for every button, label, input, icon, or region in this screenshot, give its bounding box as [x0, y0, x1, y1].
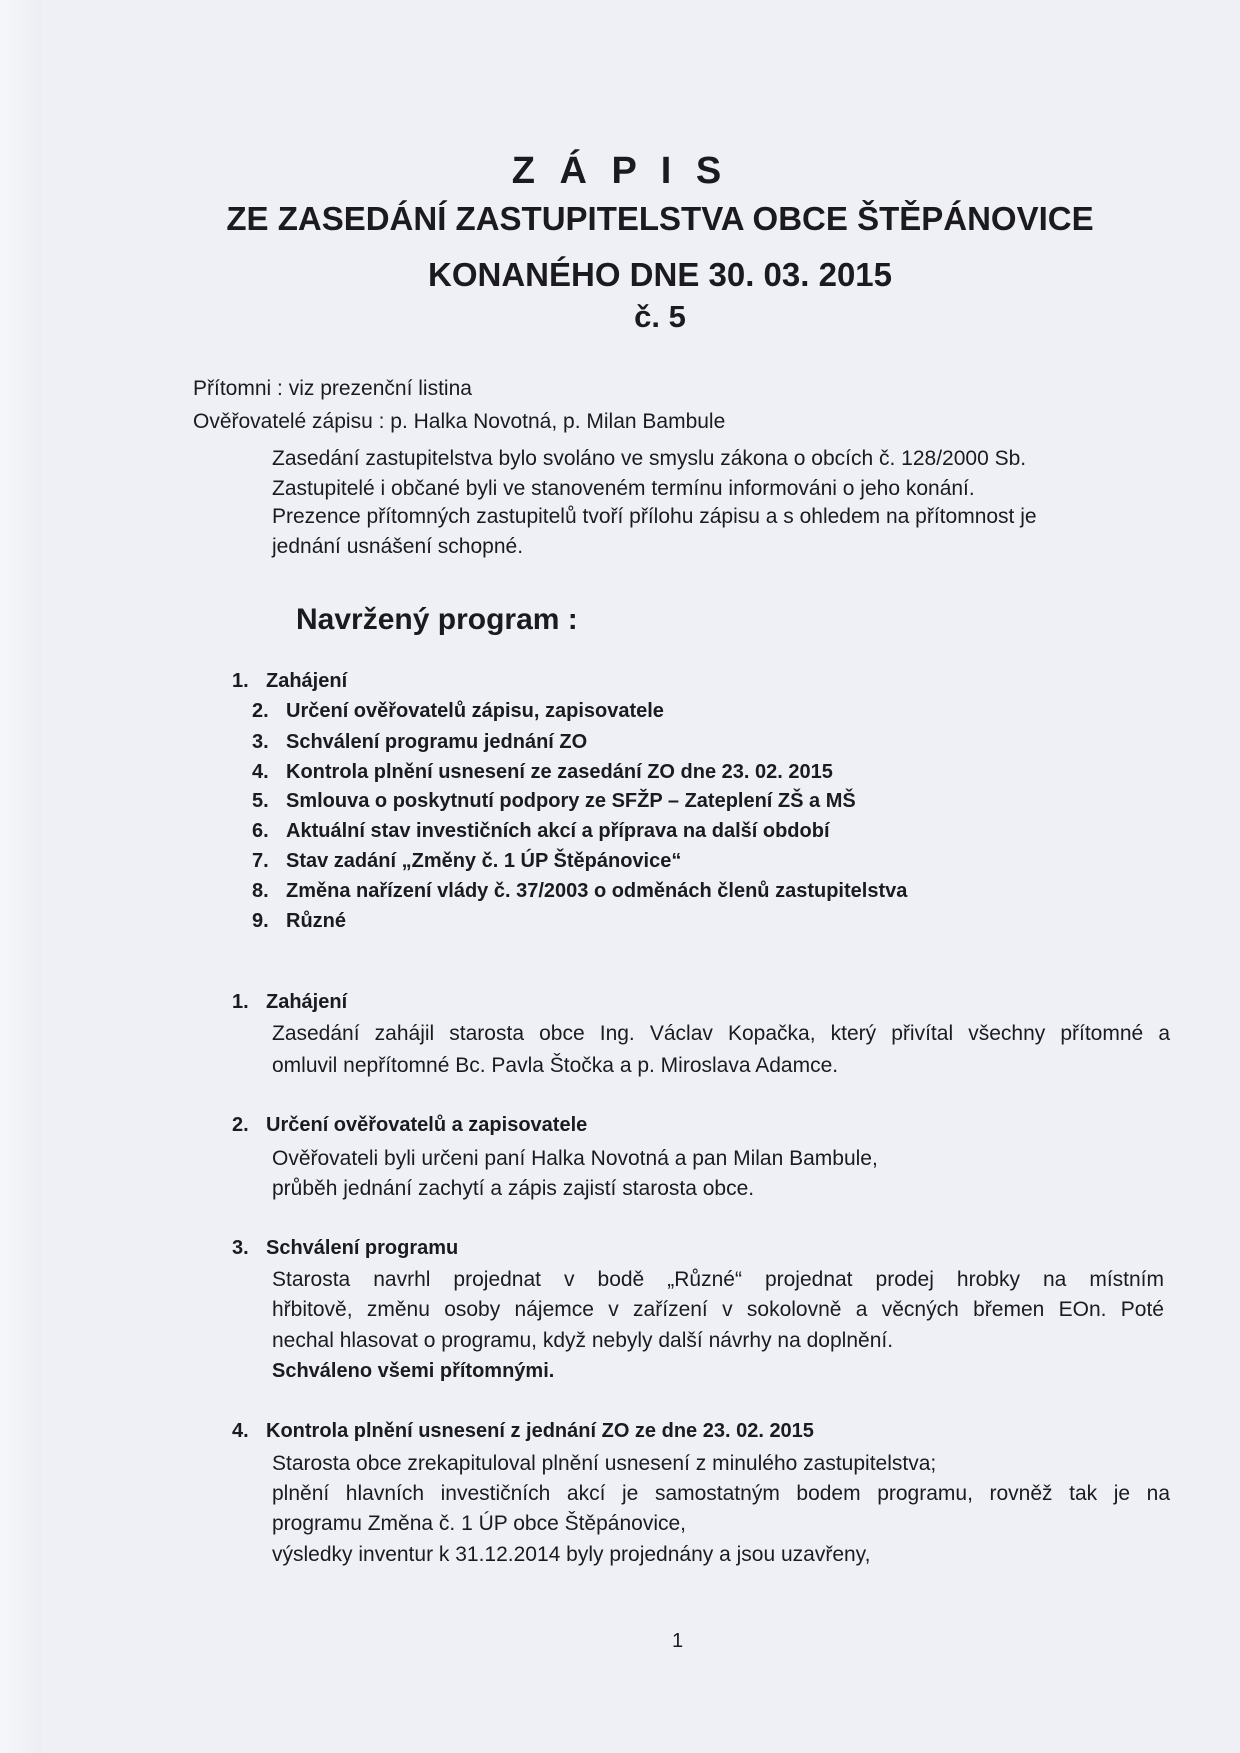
- program-item-text: Různé: [286, 910, 346, 932]
- section-title: Kontrola plnění usnesení z jednání ZO ze dne 23. 02. 2015: [266, 1420, 814, 1442]
- intro-paragraph-1: Zasedání zastupitelstva bylo svoláno ve smyslu zákona o obcích č. 128/2000 Sb.: [272, 447, 1027, 470]
- program-item: [252, 910, 346, 933]
- program-item-text: Aktuální stav investičních akcí a příprava na další období: [286, 820, 830, 842]
- section-text: průběh jednání zachytí a zápis zajistí starosta obce.: [272, 1177, 755, 1200]
- intro-paragraph-2: Zastupitelé i občané byli ve stanoveném termínu informováni o jeho konání.: [272, 477, 975, 500]
- program-item-text: Kontrola plnění usnesení ze zasedání ZO dne 23. 02. 2015: [286, 761, 833, 783]
- program-item: [232, 670, 347, 693]
- program-item-text: Stav zadání „Změny č. 1 ÚP Štěpánovice“: [286, 850, 682, 872]
- program-item-number: 6.: [252, 820, 269, 842]
- section-text: plnění hlavních investičních akcí je samostatným bodem programu, rovněž tak je na: [272, 1482, 1170, 1505]
- section-text: nechal hlasovat o programu, když nebyly další návrhy na doplnění.: [272, 1329, 894, 1352]
- scan-edge: [0, 0, 42, 1753]
- section-number: 1.: [232, 991, 249, 1013]
- section-text: Starosta obce zrekapituloval plnění usnesení z minulého zastupitelstva;: [272, 1452, 937, 1475]
- program-item: [252, 761, 833, 784]
- intro-paragraph-3b: jednání usnášení schopné.: [272, 535, 524, 558]
- page-number: 1: [672, 1630, 684, 1652]
- meeting-date: KONANÉHO DNE 30. 03. 2015: [427, 256, 892, 293]
- section-text: Starosta navrhl projednat v bodě „Různé“ projednat prodej hrobky na místním: [272, 1268, 1164, 1291]
- section-title: Zahájení: [266, 991, 348, 1013]
- program-item-text: Schválení programu jednání ZO: [286, 731, 588, 753]
- document-title: Z Á P I S: [511, 150, 729, 192]
- section-text: výsledky inventur k 31.12.2014 byly projednány a jsou uzavřeny,: [272, 1543, 871, 1566]
- attendees-line: Přítomni : viz prezenční listina: [193, 377, 472, 400]
- program-item: [252, 731, 587, 754]
- program-item-number: 3.: [252, 731, 269, 753]
- program-item-number: 9.: [252, 910, 269, 932]
- section-text: hřbitově, změnu osoby nájemce v zařízení v sokolovně a věcných břemen EOn. Poté: [272, 1298, 1164, 1321]
- section-number: 3.: [232, 1237, 249, 1259]
- minutes-number: č. 5: [634, 299, 686, 334]
- section-text: Zasedání zahájil starosta obce Ing. Václav Kopačka, který přivítal všechny přítomné a: [272, 1022, 1170, 1045]
- program-item: [252, 880, 907, 903]
- program-item: [252, 700, 664, 723]
- section-heading: [232, 991, 347, 1014]
- section-text: omluvil nepřítomné Bc. Pavla Štočka a p. Miroslava Adamce.: [272, 1054, 839, 1077]
- section-heading: [232, 1420, 814, 1443]
- program-item: [252, 850, 681, 873]
- section-heading: [232, 1237, 458, 1260]
- section-heading: [232, 1114, 587, 1137]
- program-item-number: 8.: [252, 880, 269, 902]
- program-item-number: 1.: [232, 670, 249, 692]
- program-item-number: 2.: [252, 700, 269, 722]
- program-item: [252, 820, 830, 843]
- section-number: 2.: [232, 1114, 249, 1136]
- verifiers-line: Ověřovatelé zápisu : p. Halka Novotná, p. Milan Bambule: [193, 410, 726, 433]
- program-item-text: Změna nařízení vlády č. 37/2003 o odměnách členů zastupitelstva: [286, 880, 908, 902]
- approval-result: Schváleno všemi přítomnými.: [272, 1360, 555, 1382]
- section-title: Určení ověřovatelů a zapisovatele: [266, 1114, 588, 1136]
- program-item-text: Zahájení: [266, 670, 348, 692]
- program-item-number: 4.: [252, 761, 269, 783]
- program-item-number: 5.: [252, 790, 269, 812]
- intro-paragraph-3a: Prezence přítomných zastupitelů tvoří přílohu zápisu a s ohledem na přítomnost je: [272, 505, 1037, 528]
- section-title: Schválení programu: [266, 1237, 459, 1259]
- section-text: Ověřovateli byli určeni paní Halka Novotná a pan Milan Bambule,: [272, 1147, 878, 1170]
- program-item: [252, 790, 856, 813]
- section-number: 4.: [232, 1420, 249, 1442]
- program-item-text: Smlouva o poskytnutí podpory ze SFŽP – Zateplení ZŠ a MŠ: [286, 790, 856, 812]
- program-item-text: Určení ověřovatelů zápisu, zapisovatele: [286, 700, 664, 722]
- program-heading: Navržený program :: [296, 603, 578, 636]
- program-item-number: 7.: [252, 850, 269, 872]
- document-subtitle: ZE ZASEDÁNÍ ZASTUPITELSTVA OBCE ŠTĚPÁNOVICE: [226, 200, 1094, 237]
- section-text: programu Změna č. 1 ÚP obce Štěpánovice,: [272, 1512, 687, 1535]
